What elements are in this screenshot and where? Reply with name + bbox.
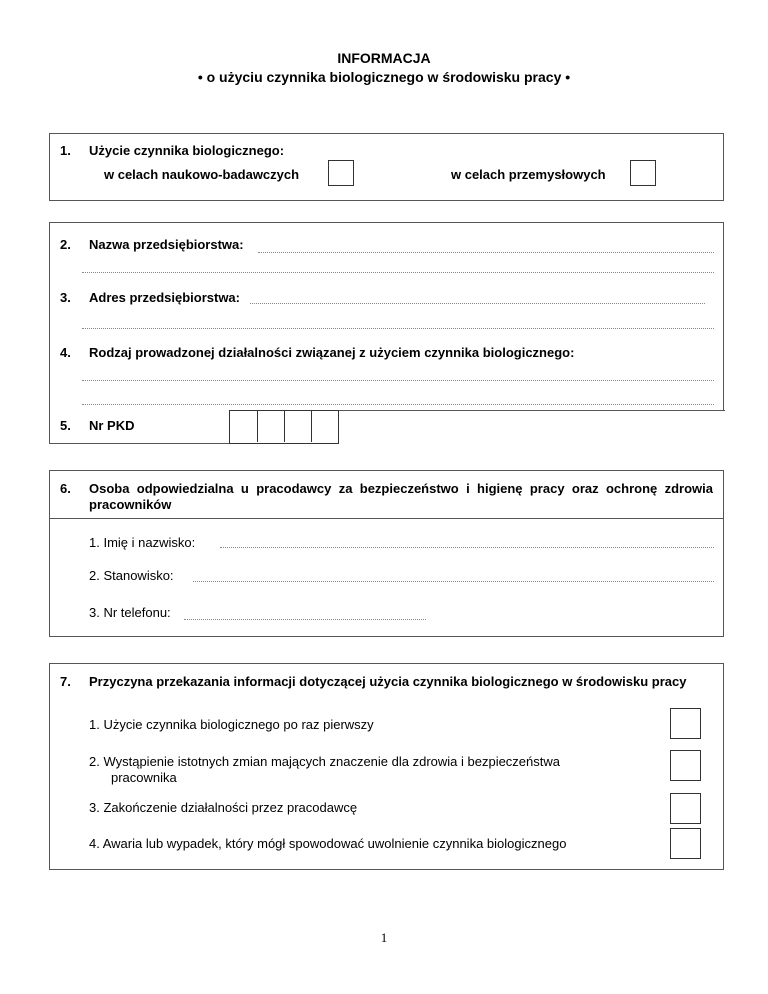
section-2-number: 2.	[60, 237, 71, 252]
section-3-label: Adres przedsiębiorstwa:	[89, 290, 240, 305]
reason-4-label: 4. Awaria lub wypadek, który mógł spowodować uwolnienie czynnika biologicznego	[89, 836, 567, 851]
page-number: 1	[380, 930, 388, 945]
pkd-cell-divider	[257, 411, 284, 442]
section-6-number: 6.	[60, 481, 71, 496]
pkd-cell-divider	[284, 411, 311, 442]
section-6-label: Osoba odpowiedzialna u pracodawcy za bezpieczeństwo i higienę pracy oraz ochronę zdrowia pracowników	[89, 481, 713, 512]
pkd-code-input[interactable]	[229, 410, 339, 444]
reason-2-label-cont: pracownika	[111, 770, 177, 785]
section-3-number: 3.	[60, 290, 71, 305]
section-2-4-right-border	[723, 222, 724, 411]
section-5-left-border	[49, 410, 50, 444]
phone-label: 3. Nr telefonu:	[89, 605, 171, 620]
option-industrial-checkbox[interactable]	[630, 160, 656, 186]
activity-line-2[interactable]	[82, 404, 714, 405]
reason-1-label: 1. Użycie czynnika biologicznego po raz pierwszy	[89, 717, 374, 732]
option-research-checkbox[interactable]	[328, 160, 354, 186]
reason-2-label: 2. Wystąpienie istotnych zmian mających znaczenie dla zdrowia i bezpieczeństwa	[89, 754, 560, 769]
option-industrial-label: w celach przemysłowych	[451, 167, 606, 182]
reason-2-checkbox[interactable]	[670, 750, 701, 781]
section-2-label: Nazwa przedsiębiorstwa:	[89, 237, 244, 252]
company-name-line-1[interactable]	[258, 252, 714, 253]
section-5-number: 5.	[60, 418, 71, 433]
section-1-label: Użycie czynnika biologicznego:	[89, 143, 285, 158]
reason-4-checkbox[interactable]	[670, 828, 701, 859]
section-5-mask	[339, 410, 725, 446]
section-4-label: Rodzaj prowadzonej działalności związanej z użyciem czynnika biologicznego:	[89, 345, 575, 360]
position-label: 2. Stanowisko:	[89, 568, 174, 583]
phone-input[interactable]	[184, 619, 426, 620]
section-7-number: 7.	[60, 674, 71, 689]
reason-3-checkbox[interactable]	[670, 793, 701, 824]
page-subtitle: • o użyciu czynnika biologicznego w środowisku pracy •	[197, 69, 571, 85]
section-1-number: 1.	[60, 143, 71, 158]
section-4-bottom-border	[339, 410, 725, 411]
option-research-label: w celach naukowo-badawczych	[104, 167, 300, 182]
person-name-input[interactable]	[220, 547, 714, 548]
reason-1-checkbox[interactable]	[670, 708, 701, 739]
company-name-line-2[interactable]	[82, 272, 714, 273]
person-name-label: 1. Imię i nazwisko:	[89, 535, 196, 550]
section-6-separator	[49, 518, 724, 519]
pkd-cell-divider	[311, 411, 338, 442]
activity-line-1[interactable]	[82, 380, 714, 381]
company-address-line-1[interactable]	[250, 303, 705, 304]
position-input[interactable]	[193, 581, 714, 582]
company-address-line-2[interactable]	[82, 328, 714, 329]
section-7-label: Przyczyna przekazania informacji dotyczącej użycia czynnika biologicznego w środowisku pracy	[89, 674, 687, 689]
page-title: INFORMACJA	[337, 50, 431, 66]
section-4-number: 4.	[60, 345, 71, 360]
reason-3-label: 3. Zakończenie działalności przez pracodawcę	[89, 800, 358, 815]
section-5-label: Nr PKD	[89, 418, 135, 433]
